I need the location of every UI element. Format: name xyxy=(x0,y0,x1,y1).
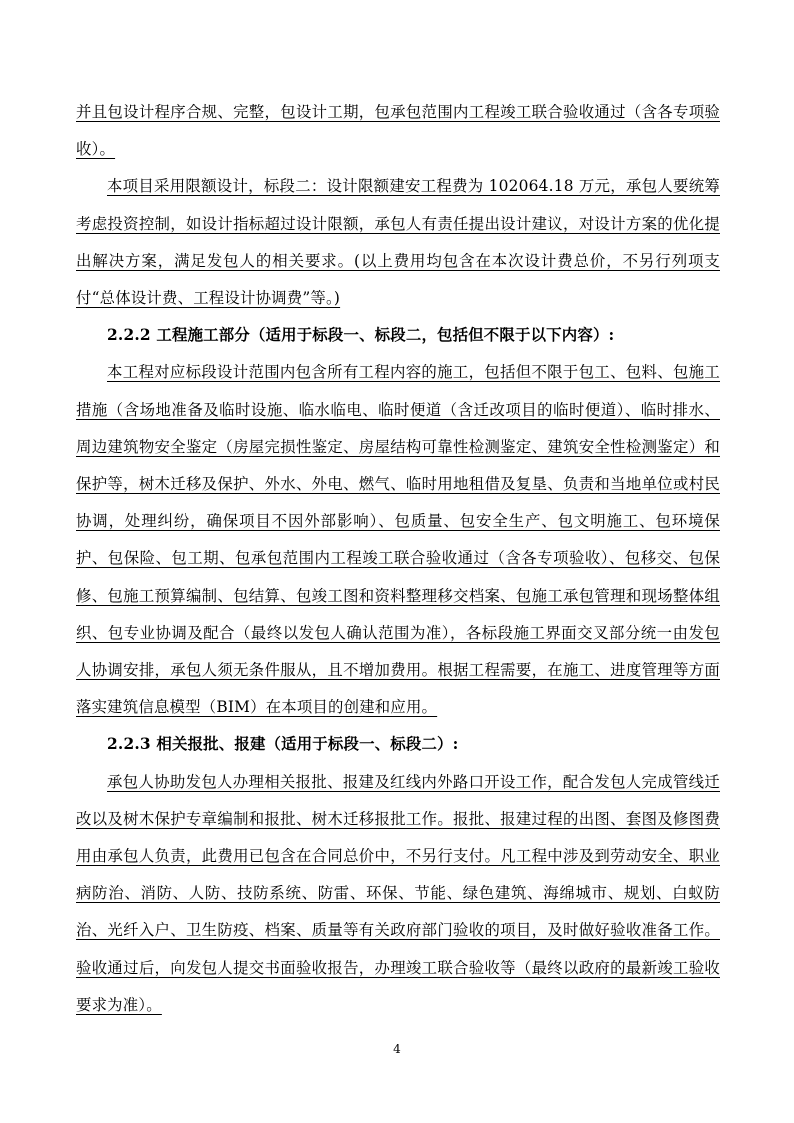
paragraph-continuation: 并且包设计程序合规、完整，包设计工期，包承包范围内工程竣工联合验收通过（含各专项验收）。 xyxy=(76,103,720,159)
paragraph-approvals: 承包人协助发包人办理相关报批、报建及红线内外路口开设工作，配合发包人完成管线迁改以及树木保护专章编制和报批、树木迁移报批工作。报批、报建过程的出图、套图及修图费用由承包人负责，此费用已包含在合同总价中，不另行支付。凡工程中涉及到劳动安全、职业病防治、消防、人防、技防系统、防雷、环保、节能、绿色建筑、海绵城市、规划、白蚁防治、光纤入户、卫生防疫、档案、质量等有关政府部门验收的项目，及时做好验收准备工作。验收通过后，向发包人提交书面验收报告，办理竣工联合验收等（最终以政府的最新竣工验收要求为准）。 xyxy=(76,772,720,1014)
paragraph-construction-scope: 本工程对应标段设计范围内包含所有工程内容的施工，包括但不限于包工、包料、包施工措施（含场地准备及临时设施、临水临电、临时便道（含迁改项目的临时便道）、临时排水、周边建筑物安全鉴定（房屋完损性鉴定、房屋结构可靠性检测鉴定、建筑安全性检测鉴定）和保护等，树木迁移及保护、外水、外电、燃气、临时用地租借及复垦、负责和当地单位或村民协调，处理纠纷，确保项目不因外部影响）、包质量、包安全生产、包文明施工、包环境保护、包保险、包工期、包承包范围内工程竣工联合验收通过（含各专项验收）、包移交、包保修、包施工预算编制、包结算、包竣工图和资料整理移交档案、包施工承包管理和现场整体组织、包专业协调及配合（最终以发包人确认范围为准），各标段施工界面交叉部分统一由发包人协调安排，承包人须无条件服从，且不增加费用。根据工程需要，在施工、进度管理等方面落实建筑信息模型（BIM）在本项目的创建和应用。 xyxy=(76,363,720,717)
document-body xyxy=(76,94,720,1024)
paragraph-design-limit: 本项目采用限额设计，标段二：设计限额建安工程费为 102064.18 万元，承包人要统筹考虑投资控制，如设计指标超过设计限额，承包人有责任提出设计建议，对设计方案的优化提出解决方案，满足发包人的相关要求。(以上费用均包含在本次设计费总价，不另行列项支付“总体设计费、工程设计协调费”等。) xyxy=(76,177,720,308)
page-number: 4 xyxy=(393,1042,401,1056)
section-heading-construction: 2.2.2 工程施工部分（适用于标段一、标段二，包括但不限于以下内容）: xyxy=(107,326,615,345)
section-heading-approvals: 2.2.3 相关报批、报建（适用于标段一、标段二）: xyxy=(107,735,459,754)
